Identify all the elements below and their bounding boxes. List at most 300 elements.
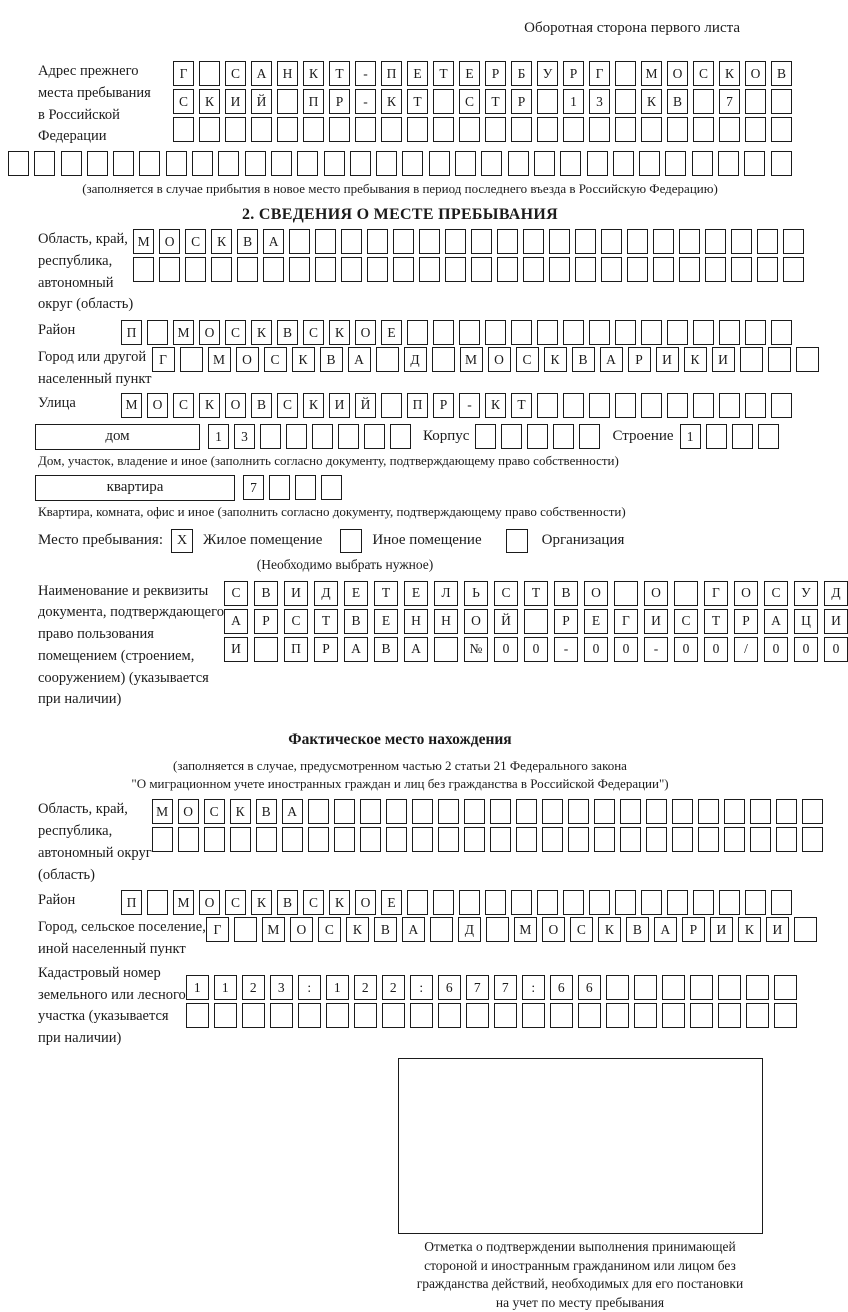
char-box[interactable]	[494, 1003, 517, 1028]
cadastral-row-1[interactable]	[186, 975, 797, 1000]
char-box[interactable]: О	[159, 229, 180, 254]
char-box[interactable]	[601, 257, 622, 282]
char-box[interactable]: Р	[563, 61, 584, 86]
char-box[interactable]: О	[488, 347, 511, 372]
char-box[interactable]: Г	[206, 917, 229, 942]
char-box[interactable]	[308, 827, 329, 852]
char-box[interactable]	[665, 151, 686, 176]
char-box[interactable]	[407, 320, 428, 345]
char-box[interactable]	[234, 917, 257, 942]
char-box[interactable]	[464, 827, 485, 852]
char-box[interactable]: С	[284, 609, 308, 634]
char-box[interactable]: 0	[584, 637, 608, 662]
char-box[interactable]: Р	[554, 609, 578, 634]
document-row-3[interactable]	[224, 637, 848, 662]
char-box[interactable]: 7	[243, 475, 264, 500]
char-box[interactable]	[376, 151, 397, 176]
char-box[interactable]: С	[570, 917, 593, 942]
char-box[interactable]	[542, 799, 563, 824]
actual-region-row-1[interactable]	[152, 799, 823, 824]
char-box[interactable]: Й	[355, 393, 376, 418]
char-box[interactable]: С	[204, 799, 225, 824]
char-box[interactable]: С	[494, 581, 518, 606]
char-box[interactable]: Т	[511, 393, 532, 418]
char-box[interactable]: 0	[614, 637, 638, 662]
char-box[interactable]: М	[514, 917, 537, 942]
stay-option-other-checkbox[interactable]	[340, 529, 362, 553]
char-box[interactable]: К	[251, 320, 272, 345]
char-box[interactable]: А	[348, 347, 371, 372]
char-box[interactable]	[627, 257, 648, 282]
char-box[interactable]: 1	[563, 89, 584, 114]
char-box[interactable]	[641, 320, 662, 345]
char-box[interactable]: Р	[511, 89, 532, 114]
char-box[interactable]	[589, 117, 610, 142]
char-box[interactable]	[719, 117, 740, 142]
char-box[interactable]: -	[459, 393, 480, 418]
char-box[interactable]: 2	[382, 975, 405, 1000]
char-box[interactable]	[615, 117, 636, 142]
street-row[interactable]	[121, 393, 792, 418]
char-box[interactable]	[338, 424, 359, 449]
char-box[interactable]	[672, 827, 693, 852]
char-box[interactable]	[794, 917, 817, 942]
char-box[interactable]	[732, 424, 753, 449]
char-box[interactable]: К	[292, 347, 315, 372]
char-box[interactable]	[497, 257, 518, 282]
char-box[interactable]: У	[537, 61, 558, 86]
char-box[interactable]: О	[644, 581, 668, 606]
char-box[interactable]	[242, 1003, 265, 1028]
char-box[interactable]	[758, 424, 779, 449]
char-box[interactable]: -	[644, 637, 668, 662]
char-box[interactable]	[269, 475, 290, 500]
apartment-number-boxes[interactable]	[243, 475, 342, 500]
char-box[interactable]: О	[236, 347, 259, 372]
char-box[interactable]	[771, 890, 792, 915]
char-box[interactable]: -	[355, 89, 376, 114]
char-box[interactable]: К	[303, 393, 324, 418]
char-box[interactable]: К	[641, 89, 662, 114]
char-box[interactable]: С	[764, 581, 788, 606]
char-box[interactable]: В	[374, 917, 397, 942]
char-box[interactable]	[601, 229, 622, 254]
char-box[interactable]: С	[277, 393, 298, 418]
char-box[interactable]	[386, 827, 407, 852]
char-box[interactable]: Е	[381, 890, 402, 915]
char-box[interactable]	[537, 890, 558, 915]
char-box[interactable]	[485, 117, 506, 142]
char-box[interactable]: №	[464, 637, 488, 662]
char-box[interactable]: С	[318, 917, 341, 942]
char-box[interactable]	[390, 424, 411, 449]
stroenie-boxes[interactable]	[680, 424, 779, 449]
char-box[interactable]	[254, 637, 278, 662]
stay-option-organization-checkbox[interactable]	[506, 529, 528, 553]
char-box[interactable]: Б	[511, 61, 532, 86]
char-box[interactable]	[277, 117, 298, 142]
char-box[interactable]	[523, 257, 544, 282]
char-box[interactable]	[381, 393, 402, 418]
char-box[interactable]: Е	[344, 581, 368, 606]
char-box[interactable]: О	[199, 890, 220, 915]
char-box[interactable]	[705, 257, 726, 282]
char-box[interactable]	[245, 151, 266, 176]
char-box[interactable]	[537, 117, 558, 142]
char-box[interactable]: А	[600, 347, 623, 372]
char-box[interactable]	[718, 975, 741, 1000]
char-box[interactable]: П	[121, 890, 142, 915]
char-box[interactable]: 3	[270, 975, 293, 1000]
char-box[interactable]	[568, 799, 589, 824]
char-box[interactable]: И	[329, 393, 350, 418]
char-box[interactable]	[412, 799, 433, 824]
char-box[interactable]	[783, 229, 804, 254]
char-box[interactable]	[289, 229, 310, 254]
char-box[interactable]	[360, 799, 381, 824]
char-box[interactable]	[147, 320, 168, 345]
char-box[interactable]	[719, 393, 740, 418]
prev-address-row-3[interactable]	[173, 117, 792, 142]
char-box[interactable]	[719, 890, 740, 915]
char-box[interactable]	[745, 890, 766, 915]
char-box[interactable]	[771, 151, 792, 176]
char-box[interactable]	[615, 320, 636, 345]
char-box[interactable]: Т	[433, 61, 454, 86]
char-box[interactable]	[485, 890, 506, 915]
char-box[interactable]	[321, 475, 342, 500]
char-box[interactable]: В	[344, 609, 368, 634]
house-type-field[interactable]: дом	[35, 424, 200, 450]
char-box[interactable]	[490, 827, 511, 852]
char-box[interactable]	[537, 393, 558, 418]
char-box[interactable]: Р	[433, 393, 454, 418]
char-box[interactable]	[750, 799, 771, 824]
char-box[interactable]	[549, 257, 570, 282]
prev-address-row-4[interactable]	[8, 151, 792, 176]
char-box[interactable]	[641, 117, 662, 142]
char-box[interactable]: И	[225, 89, 246, 114]
char-box[interactable]	[693, 117, 714, 142]
char-box[interactable]: В	[237, 229, 258, 254]
char-box[interactable]: А	[402, 917, 425, 942]
char-box[interactable]	[679, 257, 700, 282]
char-box[interactable]: С	[225, 320, 246, 345]
char-box[interactable]	[481, 151, 502, 176]
char-box[interactable]	[34, 151, 55, 176]
char-box[interactable]	[802, 827, 823, 852]
char-box[interactable]: К	[719, 61, 740, 86]
char-box[interactable]	[690, 1003, 713, 1028]
char-box[interactable]: Л	[434, 581, 458, 606]
char-box[interactable]: -	[355, 61, 376, 86]
char-box[interactable]	[364, 424, 385, 449]
char-box[interactable]	[692, 151, 713, 176]
char-box[interactable]	[256, 827, 277, 852]
actual-city-row[interactable]	[206, 917, 817, 942]
char-box[interactable]	[731, 229, 752, 254]
char-box[interactable]	[173, 117, 194, 142]
char-box[interactable]	[724, 827, 745, 852]
char-box[interactable]: К	[485, 393, 506, 418]
char-box[interactable]: И	[656, 347, 679, 372]
char-box[interactable]: Е	[584, 609, 608, 634]
char-box[interactable]: Д	[404, 347, 427, 372]
char-box[interactable]: 3	[234, 424, 255, 449]
char-box[interactable]: 0	[824, 637, 848, 662]
char-box[interactable]	[192, 151, 213, 176]
char-box[interactable]: О	[584, 581, 608, 606]
char-box[interactable]: О	[745, 61, 766, 86]
char-box[interactable]: О	[355, 890, 376, 915]
char-box[interactable]	[430, 917, 453, 942]
char-box[interactable]	[455, 151, 476, 176]
char-box[interactable]: 1	[326, 975, 349, 1000]
char-box[interactable]	[381, 117, 402, 142]
prev-address-row-2[interactable]	[173, 89, 792, 114]
char-box[interactable]: 0	[494, 637, 518, 662]
char-box[interactable]: 1	[214, 975, 237, 1000]
char-box[interactable]: В	[572, 347, 595, 372]
char-box[interactable]: 7	[466, 975, 489, 1000]
char-box[interactable]: У	[794, 581, 818, 606]
char-box[interactable]: С	[264, 347, 287, 372]
char-box[interactable]	[615, 89, 636, 114]
region-row-1[interactable]	[133, 229, 804, 254]
char-box[interactable]	[745, 89, 766, 114]
char-box[interactable]	[511, 320, 532, 345]
char-box[interactable]: В	[256, 799, 277, 824]
char-box[interactable]	[471, 229, 492, 254]
char-box[interactable]: Т	[314, 609, 338, 634]
char-box[interactable]	[587, 151, 608, 176]
char-box[interactable]: К	[738, 917, 761, 942]
char-box[interactable]	[589, 320, 610, 345]
document-row-1[interactable]	[224, 581, 848, 606]
char-box[interactable]: К	[251, 890, 272, 915]
char-box[interactable]: О	[734, 581, 758, 606]
char-box[interactable]: Е	[374, 609, 398, 634]
char-box[interactable]	[445, 229, 466, 254]
char-box[interactable]	[516, 827, 537, 852]
char-box[interactable]: В	[626, 917, 649, 942]
char-box[interactable]	[553, 424, 574, 449]
char-box[interactable]	[615, 890, 636, 915]
char-box[interactable]	[768, 347, 791, 372]
char-box[interactable]: К	[381, 89, 402, 114]
char-box[interactable]: 1	[680, 424, 701, 449]
char-box[interactable]	[270, 1003, 293, 1028]
char-box[interactable]	[578, 1003, 601, 1028]
char-box[interactable]	[774, 1003, 797, 1028]
char-box[interactable]	[706, 424, 727, 449]
char-box[interactable]	[204, 827, 225, 852]
char-box[interactable]: И	[710, 917, 733, 942]
char-box[interactable]	[627, 229, 648, 254]
char-box[interactable]: Р	[628, 347, 651, 372]
char-box[interactable]: С	[173, 89, 194, 114]
char-box[interactable]	[783, 257, 804, 282]
char-box[interactable]	[185, 257, 206, 282]
char-box[interactable]	[298, 1003, 321, 1028]
char-box[interactable]: С	[303, 890, 324, 915]
char-box[interactable]: К	[303, 61, 324, 86]
char-box[interactable]	[341, 229, 362, 254]
char-box[interactable]	[490, 799, 511, 824]
char-box[interactable]: П	[121, 320, 142, 345]
char-box[interactable]	[199, 61, 220, 86]
char-box[interactable]: С	[459, 89, 480, 114]
char-box[interactable]: К	[544, 347, 567, 372]
char-box[interactable]	[376, 347, 399, 372]
char-box[interactable]	[237, 257, 258, 282]
char-box[interactable]	[355, 117, 376, 142]
char-box[interactable]	[133, 257, 154, 282]
char-box[interactable]	[634, 1003, 657, 1028]
char-box[interactable]: В	[771, 61, 792, 86]
actual-region-row-2[interactable]	[152, 827, 823, 852]
char-box[interactable]	[693, 393, 714, 418]
char-box[interactable]	[731, 257, 752, 282]
char-box[interactable]	[639, 151, 660, 176]
char-box[interactable]	[527, 424, 548, 449]
char-box[interactable]: А	[764, 609, 788, 634]
char-box[interactable]: Ь	[464, 581, 488, 606]
char-box[interactable]	[367, 257, 388, 282]
char-box[interactable]	[360, 827, 381, 852]
char-box[interactable]	[485, 320, 506, 345]
char-box[interactable]: П	[381, 61, 402, 86]
char-box[interactable]: К	[230, 799, 251, 824]
char-box[interactable]	[260, 424, 281, 449]
char-box[interactable]	[620, 799, 641, 824]
char-box[interactable]	[251, 117, 272, 142]
char-box[interactable]	[511, 890, 532, 915]
char-box[interactable]	[693, 89, 714, 114]
char-box[interactable]: М	[173, 320, 194, 345]
char-box[interactable]	[433, 890, 454, 915]
korpus-boxes[interactable]	[475, 424, 600, 449]
char-box[interactable]: Р	[485, 61, 506, 86]
char-box[interactable]	[674, 581, 698, 606]
char-box[interactable]	[542, 827, 563, 852]
char-box[interactable]	[438, 1003, 461, 1028]
char-box[interactable]: 1	[186, 975, 209, 1000]
char-box[interactable]	[796, 347, 819, 372]
char-box[interactable]	[393, 257, 414, 282]
char-box[interactable]: :	[410, 975, 433, 1000]
char-box[interactable]: Р	[734, 609, 758, 634]
char-box[interactable]: М	[133, 229, 154, 254]
char-box[interactable]	[534, 151, 555, 176]
char-box[interactable]	[667, 393, 688, 418]
char-box[interactable]: П	[303, 89, 324, 114]
char-box[interactable]	[606, 1003, 629, 1028]
char-box[interactable]: О	[464, 609, 488, 634]
char-box[interactable]: А	[224, 609, 248, 634]
char-box[interactable]	[459, 117, 480, 142]
char-box[interactable]	[771, 89, 792, 114]
char-box[interactable]	[277, 89, 298, 114]
char-box[interactable]: Г	[589, 61, 610, 86]
char-box[interactable]: Т	[704, 609, 728, 634]
char-box[interactable]: Р	[329, 89, 350, 114]
char-box[interactable]	[776, 827, 797, 852]
char-box[interactable]	[282, 827, 303, 852]
char-box[interactable]	[667, 117, 688, 142]
char-box[interactable]	[776, 799, 797, 824]
char-box[interactable]: О	[667, 61, 688, 86]
char-box[interactable]: Т	[407, 89, 428, 114]
char-box[interactable]	[579, 424, 600, 449]
char-box[interactable]: И	[824, 609, 848, 634]
char-box[interactable]	[745, 320, 766, 345]
char-box[interactable]: Й	[251, 89, 272, 114]
char-box[interactable]: Г	[614, 609, 638, 634]
char-box[interactable]	[186, 1003, 209, 1028]
char-box[interactable]	[303, 117, 324, 142]
char-box[interactable]	[615, 61, 636, 86]
char-box[interactable]: И	[644, 609, 668, 634]
char-box[interactable]: И	[224, 637, 248, 662]
char-box[interactable]	[646, 799, 667, 824]
char-box[interactable]: К	[598, 917, 621, 942]
char-box[interactable]: Е	[407, 61, 428, 86]
char-box[interactable]	[407, 890, 428, 915]
char-box[interactable]: В	[254, 581, 278, 606]
char-box[interactable]	[87, 151, 108, 176]
char-box[interactable]: Н	[277, 61, 298, 86]
char-box[interactable]: В	[667, 89, 688, 114]
char-box[interactable]	[662, 1003, 685, 1028]
char-box[interactable]: С	[173, 393, 194, 418]
char-box[interactable]	[382, 1003, 405, 1028]
char-box[interactable]	[508, 151, 529, 176]
char-box[interactable]	[410, 1003, 433, 1028]
char-box[interactable]	[295, 475, 316, 500]
char-box[interactable]: 7	[719, 89, 740, 114]
char-box[interactable]	[563, 320, 584, 345]
char-box[interactable]: Д	[824, 581, 848, 606]
char-box[interactable]	[334, 799, 355, 824]
char-box[interactable]	[178, 827, 199, 852]
char-box[interactable]: 6	[578, 975, 601, 1000]
char-box[interactable]	[225, 117, 246, 142]
char-box[interactable]: 7	[494, 975, 517, 1000]
char-box[interactable]	[740, 347, 763, 372]
char-box[interactable]	[613, 151, 634, 176]
char-box[interactable]: Е	[381, 320, 402, 345]
char-box[interactable]	[434, 637, 458, 662]
char-box[interactable]: Н	[434, 609, 458, 634]
char-box[interactable]: В	[554, 581, 578, 606]
char-box[interactable]: С	[225, 890, 246, 915]
city-row[interactable]	[152, 347, 819, 372]
char-box[interactable]: 0	[704, 637, 728, 662]
char-box[interactable]	[315, 257, 336, 282]
char-box[interactable]	[746, 1003, 769, 1028]
char-box[interactable]: М	[173, 890, 194, 915]
char-box[interactable]: 0	[524, 637, 548, 662]
char-box[interactable]	[180, 347, 203, 372]
char-box[interactable]	[289, 257, 310, 282]
char-box[interactable]: Е	[459, 61, 480, 86]
char-box[interactable]	[667, 320, 688, 345]
char-box[interactable]: П	[284, 637, 308, 662]
char-box[interactable]	[537, 320, 558, 345]
char-box[interactable]: Т	[374, 581, 398, 606]
char-box[interactable]: С	[303, 320, 324, 345]
